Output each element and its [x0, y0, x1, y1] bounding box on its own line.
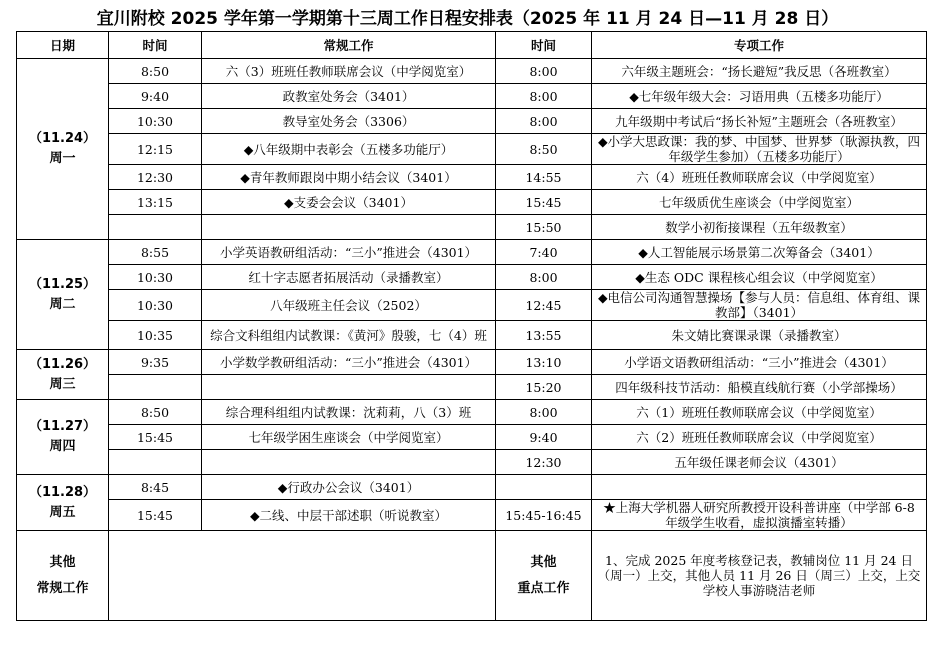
routine-item: ◆二线、中层干部述职（听说教室） — [202, 500, 496, 531]
other-routine-label-line2: 常规工作 — [36, 580, 89, 596]
special-item: 七年级质优生座谈会（中学阅览室） — [592, 190, 927, 215]
schedule-body — [17, 59, 927, 531]
routine-time — [109, 450, 202, 475]
day-date: （11.28） — [28, 484, 97, 500]
routine-time: 15:45 — [109, 500, 202, 531]
other-key-label-line1: 其他 — [530, 554, 557, 570]
other-key-label-line2: 重点工作 — [517, 580, 570, 596]
special-item: ◆七年级年级大会：习语用典（五楼多功能厅） — [592, 84, 927, 109]
special-time: 9:40 — [496, 425, 592, 450]
special-item: 朱文婧比赛课录课（录播教室） — [592, 321, 927, 350]
day-date: （11.24） — [28, 131, 97, 146]
routine-item: ◆支委会会议（3401） — [202, 190, 496, 215]
special-item: 六（2）班班任教师联席会议（中学阅览室） — [592, 425, 927, 450]
schedule-row — [17, 400, 927, 425]
header-time-routine: 时间 — [109, 32, 202, 59]
schedule-row — [17, 375, 927, 400]
routine-item: 八年级班主任会议（2502） — [202, 290, 496, 321]
routine-item — [202, 450, 496, 475]
special-time: 12:45 — [496, 290, 592, 321]
special-time: 14:55 — [496, 165, 592, 190]
schedule-row — [17, 190, 927, 215]
routine-item: ◆行政办公会议（3401） — [202, 475, 496, 500]
special-time: 15:45-16:45 — [496, 500, 592, 531]
special-time: 13:55 — [496, 321, 592, 350]
special-item — [592, 475, 927, 500]
header-routine-work: 常规工作 — [202, 32, 496, 59]
special-item: 小学语文语教研组活动：“三小”推进会（4301） — [592, 350, 927, 375]
routine-item: 小学英语教研组活动：“三小”推进会（4301） — [202, 240, 496, 265]
special-time: 8:00 — [496, 59, 592, 84]
special-time: 7:40 — [496, 240, 592, 265]
routine-time: 10:30 — [109, 290, 202, 321]
schedule-row — [17, 450, 927, 475]
day-cell — [17, 59, 109, 240]
special-item: 六（1）班班任教师联席会议（中学阅览室） — [592, 400, 927, 425]
day-cell — [17, 400, 109, 475]
special-time: 15:50 — [496, 215, 592, 240]
routine-time: 8:50 — [109, 59, 202, 84]
routine-time: 10:30 — [109, 265, 202, 290]
routine-item: 红十字志愿者拓展活动（录播教室） — [202, 265, 496, 290]
routine-item — [202, 215, 496, 240]
day-weekday: 周二 — [49, 296, 76, 312]
routine-time — [109, 375, 202, 400]
day-weekday: 周五 — [49, 504, 76, 520]
routine-item: ◆八年级期中表彰会（五楼多功能厅） — [202, 134, 496, 165]
routine-time: 13:15 — [109, 190, 202, 215]
special-item: 五年级任课老师会议（4301） — [592, 450, 927, 475]
other-routine-label — [17, 531, 109, 621]
special-time: 8:00 — [496, 84, 592, 109]
day-weekday: 周一 — [49, 151, 76, 166]
day-cell — [17, 240, 109, 350]
special-time: 13:10 — [496, 350, 592, 375]
special-time: 8:00 — [496, 400, 592, 425]
routine-time: 9:35 — [109, 350, 202, 375]
other-key-content: 1、完成 2025 年度考核登记表，教辅岗位 11 月 24 日（周一）上交，其他人员 11 月 26 日（周三）上交，上交学校人事游晓洁老师 — [592, 531, 927, 621]
schedule-row — [17, 165, 927, 190]
routine-item: 小学数学教研组活动：“三小”推进会（4301） — [202, 350, 496, 375]
routine-time: 9:40 — [109, 84, 202, 109]
footer-row — [17, 531, 927, 621]
routine-item: 七年级学困生座谈会（中学阅览室） — [202, 425, 496, 450]
schedule-row — [17, 59, 927, 84]
special-item: 六（4）班班任教师联席会议（中学阅览室） — [592, 165, 927, 190]
special-time: 8:00 — [496, 109, 592, 134]
day-weekday: 周三 — [49, 376, 76, 392]
special-item: ◆电信公司沟通智慧操场【参与人员：信息组、体育组、课教部】（3401） — [592, 290, 927, 321]
special-item: ◆生态 ODC 课程核心组会议（中学阅览室） — [592, 265, 927, 290]
routine-item: 综合文科组组内试教课：《黄河》殷骏，七（4）班 — [202, 321, 496, 350]
schedule-row — [17, 265, 927, 290]
routine-time: 10:35 — [109, 321, 202, 350]
routine-item: 教导室处务会（3306） — [202, 109, 496, 134]
header-row — [17, 32, 927, 59]
routine-time — [109, 215, 202, 240]
special-time: 8:00 — [496, 265, 592, 290]
special-time: 15:20 — [496, 375, 592, 400]
schedule-row — [17, 425, 927, 450]
routine-time: 12:30 — [109, 165, 202, 190]
header-special-work: 专项工作 — [592, 32, 927, 59]
routine-item — [202, 375, 496, 400]
routine-time: 10:30 — [109, 109, 202, 134]
schedule-row — [17, 475, 927, 500]
schedule-row — [17, 240, 927, 265]
routine-time: 12:15 — [109, 134, 202, 165]
day-cell — [17, 475, 109, 531]
special-item: 数学小初衔接课程（五年级教室） — [592, 215, 927, 240]
special-time: 15:45 — [496, 190, 592, 215]
routine-time: 15:45 — [109, 425, 202, 450]
routine-time: 8:50 — [109, 400, 202, 425]
special-item: 四年级科技节活动：船模直线航行赛（小学部操场） — [592, 375, 927, 400]
day-date: （11.26） — [28, 356, 97, 372]
day-cell — [17, 350, 109, 400]
routine-time: 8:55 — [109, 240, 202, 265]
schedule-row — [17, 109, 927, 134]
special-item: ◆小学大思政课：我的梦、中国梦、世界梦（耿源执教，四年级学生参加）（五楼多功能厅） — [592, 134, 927, 165]
schedule-row — [17, 134, 927, 165]
routine-item: ◆青年教师跟岗中期小结会议（3401） — [202, 165, 496, 190]
schedule-row — [17, 84, 927, 109]
special-item: ◆人工智能展示场景第二次筹备会（3401） — [592, 240, 927, 265]
special-item: ★上海大学机器人研究所教授开设科普讲座（中学部 6-8 年级学生收看，虚拟演播室转播） — [592, 500, 927, 531]
schedule-row — [17, 215, 927, 240]
special-time: 8:50 — [496, 134, 592, 165]
routine-time: 8:45 — [109, 475, 202, 500]
schedule-row — [17, 290, 927, 321]
other-routine-label-line1: 其他 — [49, 554, 76, 570]
other-key-label — [496, 531, 592, 621]
schedule-row — [17, 350, 927, 375]
routine-item: 六（3）班班任教师联席会议（中学阅览室） — [202, 59, 496, 84]
schedule-row — [17, 500, 927, 531]
page-title: 宜川附校 2025 学年第一学期第十三周工作日程安排表（2025 年 11 月 24 日—11 月 28 日） — [96, 9, 839, 29]
day-date: （11.27） — [28, 419, 97, 434]
routine-item: 政教室处务会（3401） — [202, 84, 496, 109]
schedule-row — [17, 321, 927, 350]
day-weekday: 周四 — [49, 439, 76, 454]
schedule-table — [16, 31, 927, 621]
routine-item: 综合理科组组内试教课：沈莉莉，八（3）班 — [202, 400, 496, 425]
special-time: 12:30 — [496, 450, 592, 475]
special-time — [496, 475, 592, 500]
other-routine-content — [109, 531, 496, 621]
header-date: 日期 — [17, 32, 109, 59]
special-item: 六年级主题班会：“扬长避短”我反思（各班教室） — [592, 59, 927, 84]
special-item: 九年级期中考试后“扬长补短”主题班会（各班教室） — [592, 109, 927, 134]
header-time-special: 时间 — [496, 32, 592, 59]
day-date: （11.25） — [28, 276, 97, 292]
